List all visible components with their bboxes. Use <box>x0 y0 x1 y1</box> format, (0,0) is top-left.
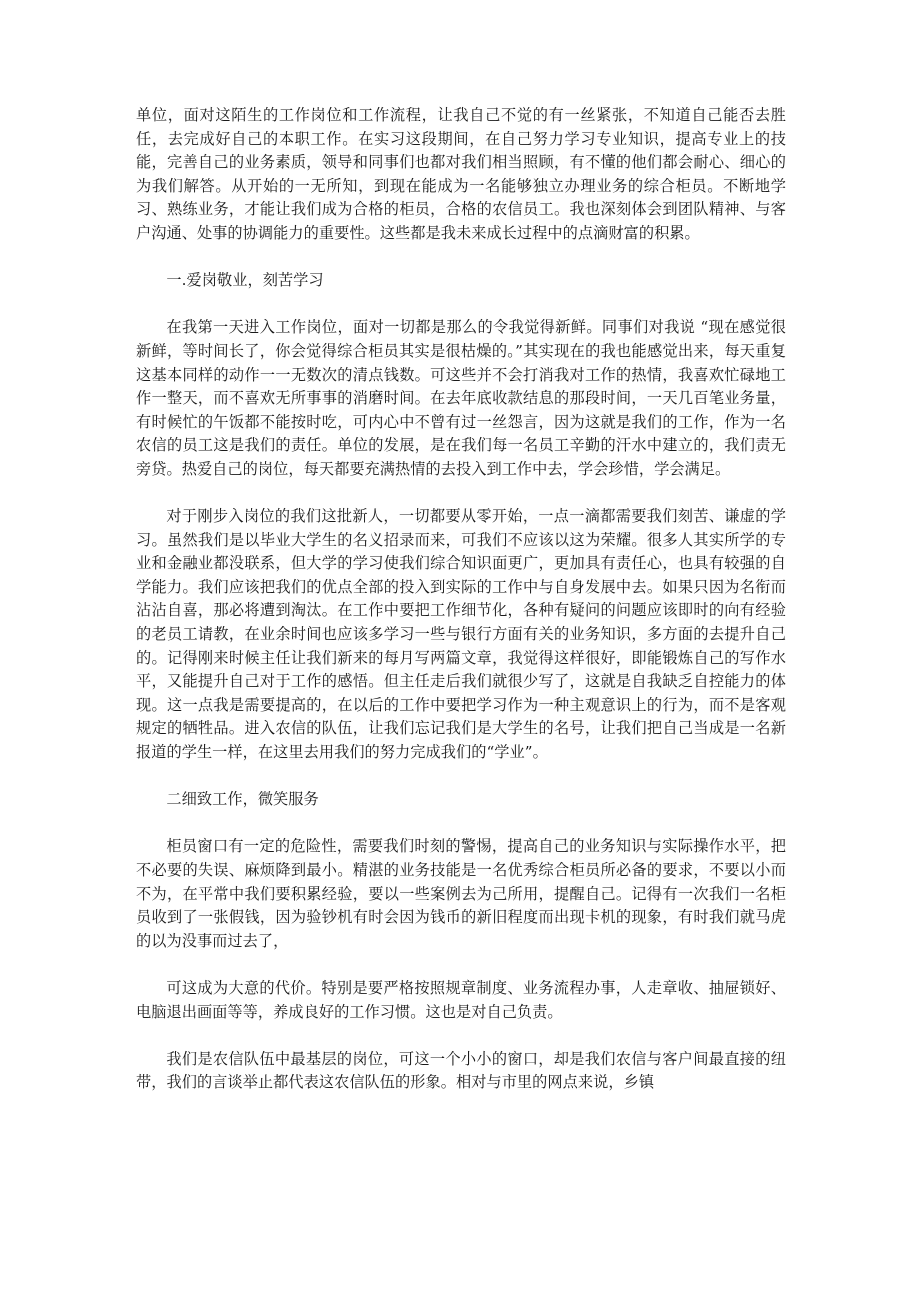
paragraph-section1-b: 对于刚步入岗位的我们这批新人，一切都要从零开始，一点一滴都需要我们刻苦、谦虚的学习。虽然我们是以毕业大学生的名义招录而来，可我们不应该以这为荣耀。很多人其实所学的专业和金融业都没联系，但大学的学习使我们综合知识面更广，更加具有责任心，也具有较强的自学能力。我们应该把我们的优点全部的投入到实际的工作中与自身发展中去。如果只因为名衔而沾沾自喜，那必将遭到淘汰。在工作中要把工作细节化，各种有疑问的问题应该即时的向有经验的老员工请教，在业余时间也应该多学习一些与银行方面有关的业务知识，多方面的去提升自己的。记得刚来时候主任让我们新来的每月写两篇文章，我觉得这样很好，即能锻炼自己的写作水平，又能提升自己对于工作的感悟。但主任走后我们就很少写了，这就是自我缺乏自控能力的体现。这一点我是需要提高的，在以后的工作中要把学习作为一种主观意识上的行为，而不是客观规定的牺牲品。进入农信的队伍，让我们忘记我们是大学生的名号，让我们把自己当成是一名新报道的学生一样，在这里去用我们的努力完成我们的“学业”。 <box>136 507 786 762</box>
paragraph-section2-c: 我们是农信队伍中最基层的岗位，可这一个小小的窗口，却是我们农信与客户间最直接的纽带，我们的言谈举止都代表这农信队伍的形象。相对与市里的网点来说，乡镇 <box>136 1049 786 1092</box>
paragraph-section2-b: 可这成为大意的代价。特别是要严格按照规章制度、业务流程办事，人走章收、抽屉锁好、电脑退出画面等等，养成良好的工作习惯。这也是对自己负责。 <box>136 978 786 1021</box>
section-heading-2: 二细致工作，微笑服务 <box>166 790 319 809</box>
paragraph-section1-a: 在我第一天进入工作岗位，面对一切都是那么的令我觉得新鲜。同事们对我说 “现在感觉很新鲜，等时间长了，你会觉得综合柜员其实是很枯燥的。”其实现在的我也能感觉出来，每天重复这基本同样的动作一一无数次的清点钱数。可这些并不会打消我对工作的热情，我喜欢忙碌地工作一整天，而不喜欢无所事事的消磨时间。在去年底收款结息的那段时间，一天几百笔业务量，有时候忙的午饭都不能按时吃，可内心中不曾有过一丝怨言，因为这就是我们的工作，作为一名农信的员工这是我们的责任。单位的发展，是在我们每一名员工辛勤的汗水中建立的，我们责无旁贷。热爱自己的岗位，每天都要充满热情的去投入到工作中去，学会珍惜，学会满足。 <box>136 318 786 478</box>
section-heading-1: 一.爱岗敬业，刻苦学习 <box>166 271 324 290</box>
paragraph-section2-a: 柜员窗口有一定的危险性，需要我们时刻的警惕，提高自己的业务知识与实际操作水平，把不必要的失误、麻烦降到最小。精湛的业务技能是一名优秀综合柜员所必备的要求，不要以小而不为，在平常中我们要积累经验，要以一些案例去为己所用，提醒自己。记得有一次我们一名柜员收到了一张假钱，因为验钞机有时会因为钱币的新旧程度而出现卡机的现象，有时我们就马虎的以为没事而过去了， <box>136 837 786 950</box>
paragraph-intro: 单位，面对这陌生的工作岗位和工作流程，让我自己不觉的有一丝紧张，不知道自己能否去胜任，去完成好自己的本职工作。在实习这段期间，在自己努力学习专业知识，提高专业上的技能，完善自己的业务素质，领导和同事们也都对我们相当照顾，有不懂的他们都会耐心、细心的为我们解答。从开始的一无所知，到现在能成为一名能够独立办理业务的综合柜员。不断地学习、熟练业务，才能让我们成为合格的柜员，合格的农信员工。我也深刻体会到团队精神、与客户沟通、处事的协调能力的重要性。这些都是我未来成长过程中的点滴财富的积累。 <box>136 106 786 242</box>
document-page <box>136 104 786 1119</box>
